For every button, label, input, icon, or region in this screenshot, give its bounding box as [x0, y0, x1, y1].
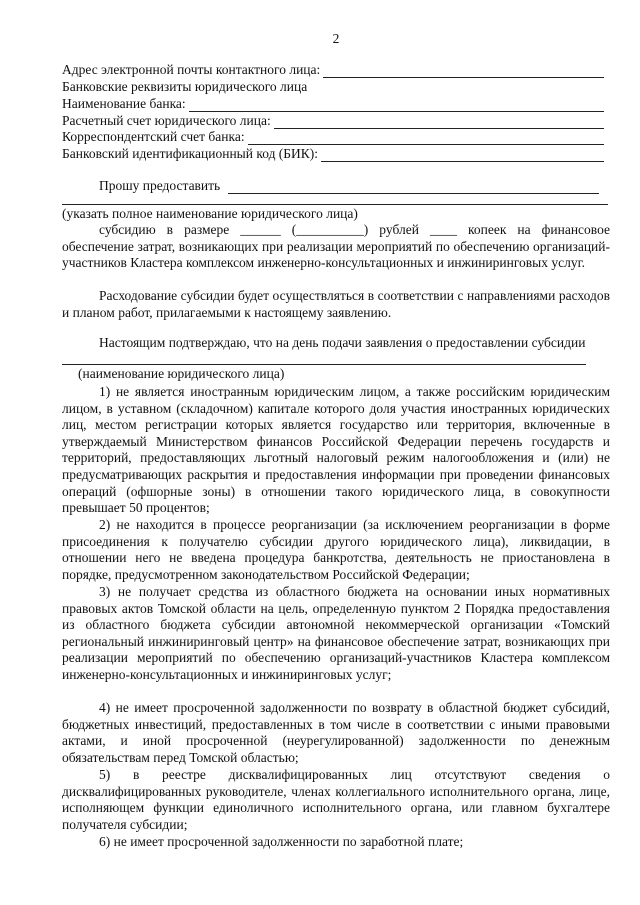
fill-line: [321, 150, 604, 162]
legal-entity-name-caption: (наименование юридического лица): [78, 366, 285, 381]
contact-email-field: [62, 62, 610, 78]
fill-line: [323, 66, 604, 78]
confirmation-intro: Настоящим подтверждаю, что на день подачи заявления о предоставлении субсидии: [99, 335, 586, 350]
subsidy-paragraph: субсидию в размере ______ (__________) рублей ____ копеек на финансовое обеспечение затрат, возникающих при реализации мероприятий по обеспечению организаций-участников Кластера комплексом инженерно-консультационных и инжиниринговых услуг.: [62, 222, 610, 271]
fill-line: [274, 117, 604, 129]
bank-details-heading: [62, 79, 610, 95]
field-label: Банковские реквизиты юридического лица: [62, 79, 308, 94]
legal-entity-caption: (указать полное наименование юридического лица): [62, 206, 358, 221]
condition-item-3: 3) не получает средства из областного бюджета на основании иных нормативных правовых актов Томской области на цель, определенную пунктом 2 Порядка предоставления из областного бюджета субсидии автономной некоммерческой организации «Томский региональный инжиниринговый центр» на финансовое обеспечение затрат, возникающих при реализации мероприятий по обеспечению организаций-участников Кластера комплексом инженерно-консультационных и инжиниринговых услуг;: [62, 584, 610, 682]
fill-line: [248, 133, 604, 145]
bic-field: [62, 146, 610, 162]
fill-line: [62, 204, 608, 205]
page-number: 2: [332, 31, 340, 46]
field-label: Расчетный счет юридического лица:: [62, 113, 271, 128]
bank-name-field: [62, 96, 610, 112]
spending-paragraph: Расходование субсидии будет осуществляться в соответствии с направлениями расходов и планом работ, прилагаемыми к настоящему заявлению.: [62, 288, 610, 320]
condition-item-1: 1) не является иностранным юридическим лицом, а также российским юридическим лицом, в уставном (складочном) капитале которого доля участия иностранных юридических лиц, местом регистрации которых является государство или территория, включенные в утверждаемый Министерством финансов Российской Федерации перечень государств и территорий, предоставляющих льготный налоговый режим налогообложения и (или) не предусматривающих раскрытия и предоставления информации при проведении финансовых операций (офшорные зоны) в отношении такого юридического лица, в совокупности превышает 50 процентов;: [62, 384, 610, 516]
fill-line: [228, 182, 599, 194]
fill-line: [62, 364, 586, 365]
condition-item-2: 2) не находится в процессе реорганизации (за исключением реорганизации в форме присоединения к получателю субсидии другого юридического лица), ликвидации, в отношении него не введена процедура банкротства, деятельность не приостановлена в порядке, предусмотренном законодательством Российской Федерации;: [62, 517, 610, 582]
request-line: [99, 178, 605, 194]
fill-line: [189, 100, 604, 112]
condition-item-6: 6) не имеет просроченной задолженности по заработной плате;: [99, 834, 464, 849]
condition-item-4: 4) не имеет просроченной задолженности по возврату в областной бюджет субсидий, бюджетных инвестиций, предоставленных в том числе в соответствии с иными правовыми актами, и иной просроченной (неурегулированной) задолженности по денежным обязательствам перед Томской областью;: [62, 700, 610, 765]
request-prompt: Прошу предоставить: [99, 178, 221, 193]
correspondent-account-field: [62, 129, 610, 145]
condition-item-5: 5) в реестре дисквалифицированных лиц отсутствуют сведения о дисквалифицированных руководителе, членах коллегиального исполнительного органа, лице, исполняющем функции единоличного исполнительного органа, или главном бухгалтере получателя субсидии;: [62, 767, 610, 832]
settlement-account-field: [62, 113, 610, 129]
field-label: Корреспондентский счет банка:: [62, 129, 245, 144]
field-label: Наименование банка:: [62, 96, 186, 111]
field-label: Адрес электронной почты контактного лица:: [62, 62, 321, 77]
field-label: Банковский идентификационный код (БИК):: [62, 146, 319, 161]
